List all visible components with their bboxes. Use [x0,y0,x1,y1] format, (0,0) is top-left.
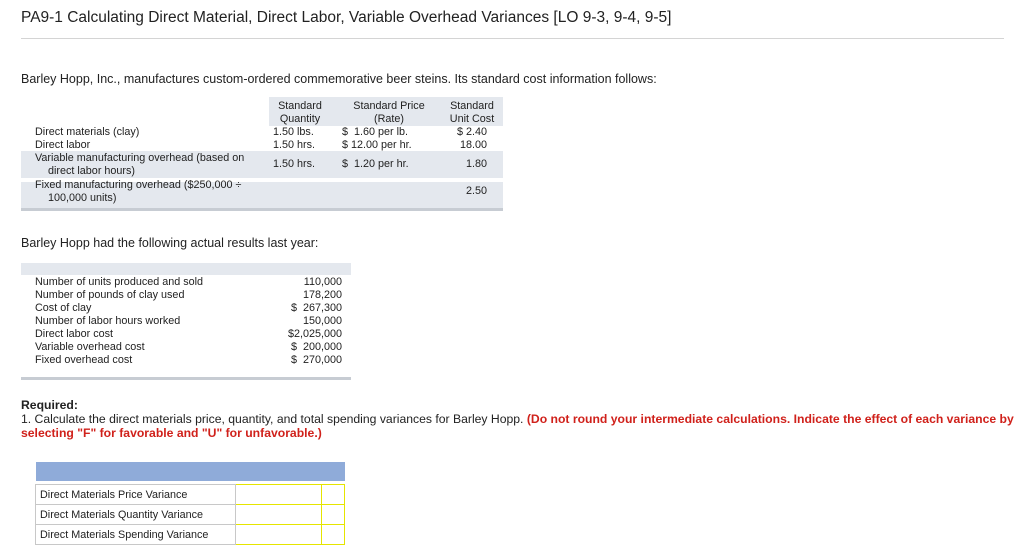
row-quantity: 1.50 hrs. [273,158,316,170]
row-quantity: 1.50 lbs. [273,126,314,138]
row-value: $ 270,000 [290,354,342,366]
answer-row-label: Direct Materials Quantity Variance [36,505,236,525]
row-label-cont: 100,000 units) [48,192,117,204]
spending-variance-effect-select[interactable] [321,525,344,545]
row-price: $ 12.00 per hr. [342,139,412,151]
answer-row-label: Direct Materials Price Variance [36,485,236,505]
actual-results-heading: Barley Hopp had the following actual results last year: [21,236,319,250]
answer-row-label: Direct Materials Spending Variance [36,525,236,545]
row-unit-cost: 18.00 [459,139,487,151]
row-label: Direct materials (clay) [35,126,140,138]
header-shade [21,263,351,275]
row-value: 150,000 [302,315,342,327]
row-quantity: 1.50 hrs. [273,139,316,151]
row-value: 110,000 [303,276,342,288]
row-label: Cost of clay [35,302,92,314]
row-label: Variable manufacturing overhead (based on [35,152,245,164]
answer-row [36,485,345,505]
table-bottom-rule [21,377,351,380]
price-variance-effect-select[interactable] [321,485,344,505]
required-section [21,398,1016,440]
title-divider [21,38,1004,39]
row-label: Number of labor hours worked [35,315,181,327]
price-variance-amount-input[interactable] [236,485,322,505]
row-label: Fixed overhead cost [35,354,133,366]
header-unit-cost-2: Unit Cost [449,113,495,125]
required-text: 1. Calculate the direct materials price, quantity, and total spending variances for Barley Hopp. [21,412,524,426]
answer-table [35,462,345,545]
spending-variance-amount-input[interactable] [236,525,322,545]
row-unit-cost: 2.50 [465,185,487,197]
header-quantity-1: Standard [278,100,322,112]
table-bottom-rule [21,208,503,211]
answer-table-header [36,462,345,481]
header-quantity-2: Quantity [279,113,321,125]
row-label: Direct labor [35,139,91,151]
row-value: $ 200,000 [290,341,342,353]
row-price: $ 1.20 per hr. [342,158,409,170]
page-title: PA9-1 Calculating Direct Material, Direct Labor, Variable Overhead Variances [LO 9-3, 9-4, 9-5] [21,9,672,26]
row-label: Variable overhead cost [35,341,145,353]
intro-text: Barley Hopp, Inc., manufactures custom-ordered commemorative beer steins. Its standard cost information follows: [21,72,657,86]
row-label: Fixed manufacturing overhead ($250,000 ÷ [35,179,242,191]
row-label-cont: direct labor hours) [48,165,136,177]
quantity-variance-effect-select[interactable] [321,505,344,525]
quantity-variance-amount-input[interactable] [236,505,322,525]
header-price-1: Standard Price [353,100,425,112]
row-unit-cost: $ 2.40 [456,126,487,138]
row-value: $2,025,000 [287,328,342,340]
required-label: Required: [21,398,78,412]
header-unit-cost-1: Standard [450,100,494,112]
answer-row [36,525,345,545]
row-value: 178,200 [302,289,342,301]
row-unit-cost: 1.80 [465,158,487,170]
answer-row [36,505,345,525]
standard-cost-table [21,97,503,213]
actual-results-table [21,263,351,382]
row-label: Number of pounds of clay used [35,289,185,301]
required-instruction: (Do not round your intermediate calculations. Indicate the effect of each variance by selecting "F" for favorable and "U" for unfavorable.) [21,412,1014,440]
row-price: $ 1.60 per lb. [342,126,409,138]
row-label: Number of units produced and sold [35,276,204,288]
row-value: $ 267,300 [290,302,342,314]
header-price-2: (Rate) [374,113,404,125]
row-label: Direct labor cost [35,328,114,340]
